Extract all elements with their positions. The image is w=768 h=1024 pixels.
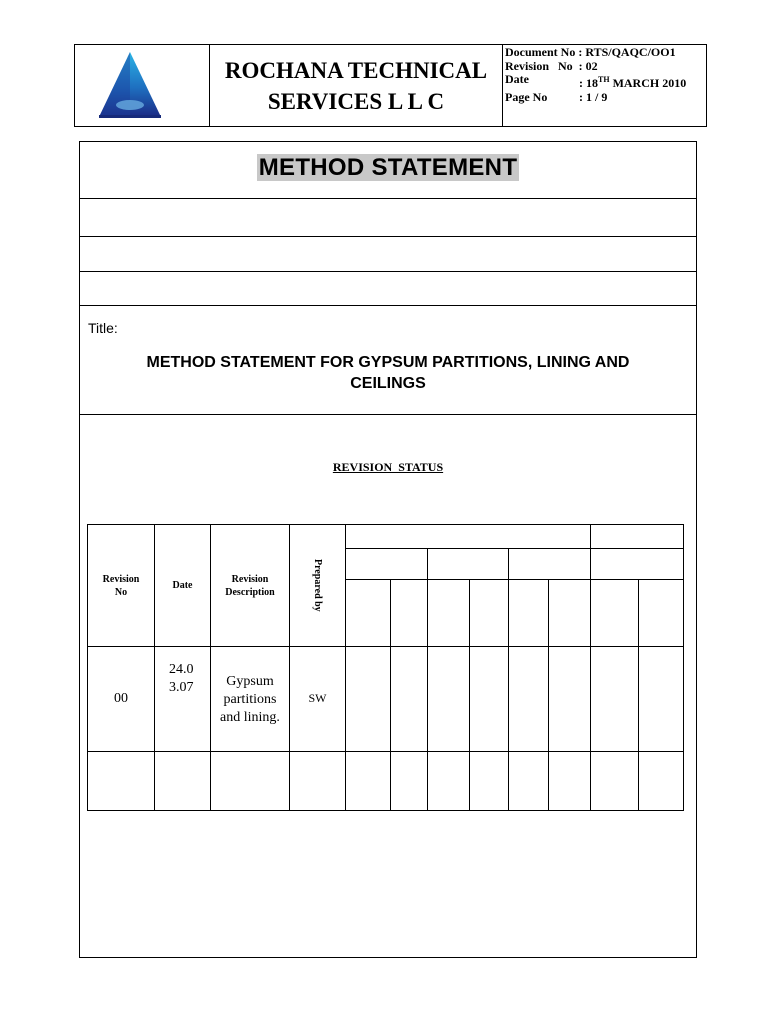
divider-2: [80, 236, 696, 237]
header-group-a: [346, 525, 591, 549]
row-prepared-by: SW: [290, 647, 346, 752]
signature-col-1: [346, 580, 391, 647]
table-row: [88, 752, 684, 811]
company-name-line-2: SERVICES L L C: [267, 88, 445, 114]
signature-col-5: [509, 580, 549, 647]
divider-4: [80, 305, 696, 306]
document-no-label: Document No :: [505, 45, 583, 59]
document-header: [74, 44, 707, 127]
row-revision-no: [88, 752, 155, 811]
date-value: [579, 73, 686, 91]
row-date: [155, 752, 211, 811]
company-name-cell: [210, 45, 503, 126]
document-info-cell: [503, 45, 706, 126]
revision-no-row: [505, 60, 706, 74]
signature-col-3: [428, 580, 470, 647]
divider-1: [80, 198, 696, 199]
method-heading: [80, 154, 696, 182]
title-label: Title:: [88, 320, 118, 336]
revision-status-table: [87, 524, 684, 811]
method-heading-text: METHOD STATEMENT: [258, 154, 518, 181]
header-group-b: [591, 525, 684, 549]
document-title: METHOD STATEMENT FOR GYPSUM PARTITIONS, LINING AND CEILINGS: [146, 354, 630, 392]
row-revision-no: 00: [88, 647, 155, 752]
divider-3: [80, 271, 696, 272]
subheader-4: [591, 549, 684, 580]
date-row: [505, 73, 706, 91]
revision-status-heading: REVISION STATUS: [332, 460, 444, 474]
date-suffix: MARCH 2010: [609, 76, 687, 90]
signature-col-4: [470, 580, 509, 647]
company-name-line-1: ROCHANA TECHNICAL: [224, 57, 488, 83]
subheader-1: [346, 549, 428, 580]
revision-no-value: 02: [585, 58, 598, 73]
document-no-row: [505, 46, 706, 60]
date-label: Date: [505, 72, 529, 86]
pyramid-logo-icon: [95, 49, 165, 121]
signature-col-7: [591, 580, 639, 647]
subheader-3: [509, 549, 591, 580]
header-prepared-by: Prepared by: [290, 525, 346, 647]
subheader-2: [428, 549, 509, 580]
row-description: Gypsum partitions and lining.: [211, 647, 290, 752]
date-sup: TH: [598, 75, 610, 84]
document-no-value: RTS/QAQC/OO1: [585, 45, 676, 59]
page-no-row: [505, 91, 706, 105]
row-prepared-by: [290, 752, 346, 811]
row-description: [211, 752, 290, 811]
logo-cell: [75, 45, 210, 126]
date-prefix: : 18: [579, 76, 598, 90]
header-revision-no: Revision No: [88, 525, 155, 647]
page-no-label: Page No: [505, 89, 548, 104]
header-revision-description: Revision Description: [211, 525, 290, 647]
revision-no-label: Revision No :: [505, 58, 583, 73]
signature-col-2: [391, 580, 428, 647]
signature-col-8: [639, 580, 684, 647]
header-date: Date: [155, 525, 211, 647]
table-row: [88, 647, 684, 752]
divider-5: [80, 414, 696, 415]
page-no-value: : 1 / 9: [579, 89, 608, 104]
row-date: 24.0 3.07: [155, 647, 211, 752]
signature-col-6: [549, 580, 591, 647]
